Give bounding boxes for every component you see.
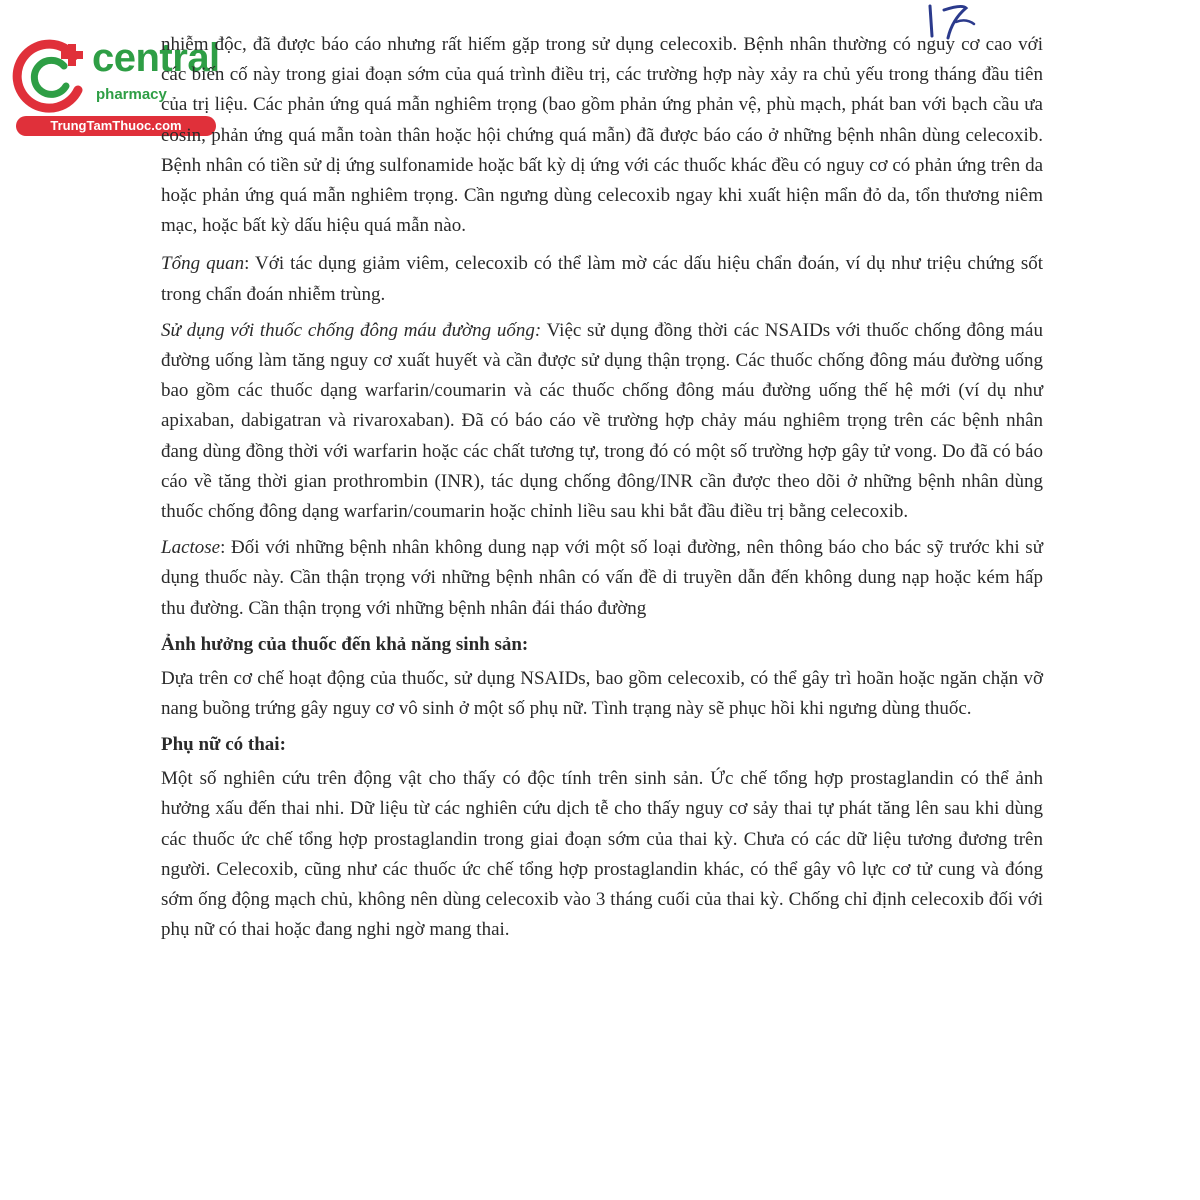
heading-pregnancy: Phụ nữ có thai:	[161, 734, 286, 756]
paragraph-hypersensitivity: nhiễm độc, đã được báo cáo nhưng rất hiếm gặp trong sử dụng celecoxib. Bệnh nhân thường có nguy cơ cao với các biến cố này trong giai đoạn sớm của quá trình điều trị, các trường hợp này xảy ra chủ yếu trong tháng đầu tiên của trị liệu. Các phản ứng quá mẫn nghiêm trọng (bao gồm phản ứng phản vệ, phù mạch, phát ban với bạch cầu ưa eosin, phản ứng quá mẫn toàn thân hoặc hội chứng quá mẫn) đã được báo cáo ở những bệnh nhân dùng celecoxib. Bệnh nhân có tiền sử dị ứng sulfonamide hoặc bất kỳ dị ứng với các thuốc khác đều có nguy cơ có phản ứng trên da hoặc phản ứng quá mẫn nghiêm trọng. Cần ngưng dùng celecoxib ngay khi xuất hiện mẩn đỏ da, tổn thương niêm mạc, hoặc bất kỳ dấu hiệu quá mẫn nào.	[161, 34, 1043, 237]
paragraph-fertility: Dựa trên cơ chế hoạt động của thuốc, sử dụng NSAIDs, bao gồm celecoxib, có thể gây trì hoãn hoặc ngăn chặn vỡ nang buồng trứng gây nguy cơ vô sinh ở một số phụ nữ. Tình trạng này sẽ phục hồi khi ngưng dùng thuốc.	[161, 667, 1043, 720]
paragraph-overview	[161, 249, 1043, 309]
heading-fertility: Ảnh hưởng của thuốc đến khả năng sinh sản:	[161, 633, 529, 655]
paragraph-pregnancy: Một số nghiên cứu trên động vật cho thấy có độc tính trên sinh sản. Ức chế tổng hợp prostaglandin có thể ảnh hưởng xấu đến thai nhi. Dữ liệu từ các nghiên cứu dịch tễ cho thấy nguy cơ sảy thai tự phát tăng lên sau khi dùng các thuốc ức chế tổng hợp prostaglandin trong giai đoạn sớm của thai kỳ. Chưa có các dữ liệu tương đương trên người. Celecoxib, cũng như các thuốc ức chế tổng hợp prostaglandin khác, có thể gây vô lực cơ tử cung và đóng sớm ống động mạch chủ, không nên dùng celecoxib vào 3 tháng cuối của thai kỳ. Chống chỉ định celecoxib đối với phụ nữ có thai hoặc đang nghi ngờ mang thai.	[161, 768, 1043, 941]
lactose-label: Lactose	[161, 537, 221, 559]
overview-label: Tổng quan	[161, 253, 245, 275]
logo-site-banner: TrungTamThuoc.com	[16, 116, 216, 136]
paragraph-anticoagulants	[161, 316, 1043, 527]
paragraph-lactose	[161, 533, 1043, 624]
logo-brand-text: central	[92, 36, 220, 80]
anticoagulants-text: Việc sử dụng đồng thời các NSAIDs với thuốc chống đông máu đường uống làm tăng nguy cơ xuất huyết và cần được sử dụng thận trọng. Các thuốc chống đông máu đường uống bao gồm các thuốc dạng warfarin/coumarin và các thuốc chống đông máu đường uống thế hệ mới (ví dụ như apixaban, dabigatran và rivaroxaban). Đã có báo cáo về trường hợp chảy máu nghiêm trọng trên các bệnh nhân đang dùng đồng thời với warfarin hoặc các chất tương tự, trong đó có một số trường hợp gây tử vong. Do đã có báo cáo về tăng thời gian prothrombin (INR), tác dụng chống đông/INR cần được theo dõi ở những bệnh nhân dùng thuốc chống đông dạng warfarin/coumarin hoặc chỉnh liều sau khi bắt đầu điều trị bằng celecoxib.	[161, 319, 1043, 523]
anticoagulants-label: Sử dụng với thuốc chống đông máu đường uống:	[161, 319, 542, 341]
logo-sub-text: pharmacy	[96, 86, 167, 103]
overview-text: : Với tác dụng giảm viêm, celecoxib có thể làm mờ các dấu hiệu chẩn đoán, ví dụ như triệu chứng sốt trong chẩn đoán nhiễm trùng.	[161, 253, 1043, 305]
document-page	[161, 30, 1043, 953]
pharmacy-cross-logo-icon	[12, 38, 92, 114]
lactose-text: : Đối với những bệnh nhân không dung nạp với một số loại đường, nên thông báo cho bác sỹ trước khi sử dụng thuốc này. Cần thận trọng với những bệnh nhân có vấn đề di truyền dẫn đến không dung nạp hoặc kém hấp thu đường. Cần thận trọng với những bệnh nhân đái tháo đường	[161, 537, 1043, 619]
